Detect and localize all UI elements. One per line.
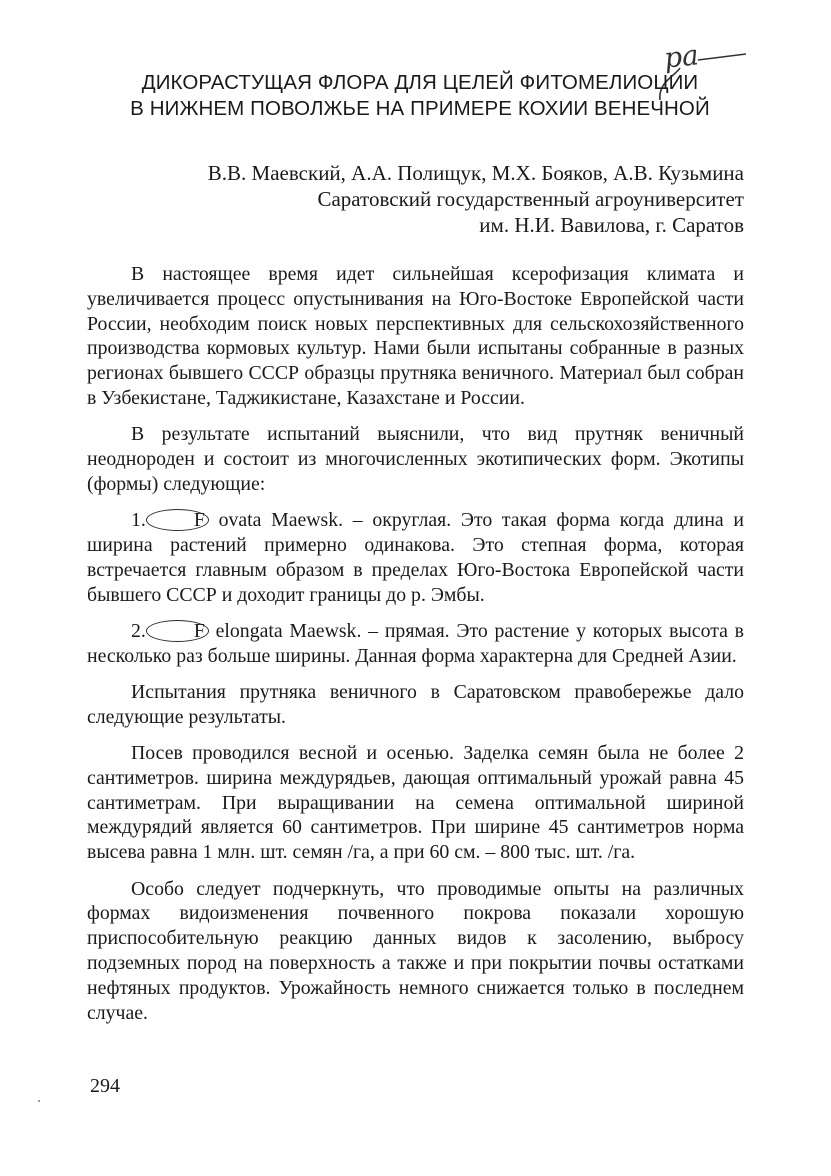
paragraph-1: В настоящее время идет сильнейшая ксерофизация климата и увеличивается процесс опустынивания на Юго-Востоке Европейской части России, необходим поиск новых перспективных для сельскохозяйственного производства кормовых культур. Нами были испытаны собранные в разных регионах бывшего СССР образцы прутняка веничного. Материал был собран в Узбекистане, Таджикистане, Казахстане и России. — [87, 263, 744, 409]
paragraph-2: В результате испытаний выяснили, что вид прутняк веничный неоднороден и состоит из многочисленных экотипических форм. Экотипы (формы) следующие: — [87, 423, 744, 495]
page-number: 294 — [90, 1075, 120, 1097]
scan-speck — [38, 1100, 40, 1102]
ecotype-item-1 — [87, 508, 744, 607]
author-institution: Саратовский государственный агроуниверситет — [317, 187, 744, 211]
paragraph-3: Испытания прутняка веничного в Саратовском правобережье дало следующие результаты. — [87, 680, 744, 728]
item-1-letter-circled: F — [146, 509, 209, 531]
title-line-2: В НИЖНЕМ ПОВОЛЖЬЕ НА ПРИМЕРЕ КОХИИ ВЕНЕЧНОЙ — [130, 97, 710, 120]
title-line-1: ДИКОРАСТУЩАЯ ФЛОРА ДЛЯ ЦЕЛЕЙ ФИТОМЕЛИОЦИИ — [141, 71, 699, 94]
item-1-number: 1. — [131, 509, 146, 532]
handwritten-correction: ра — [662, 38, 701, 75]
item-2-number: 2. — [131, 619, 146, 642]
paragraph-5: Особо следует подчеркнуть, что проводимые опыты на различных формах видоизменения почвенного покрова показали хорошую приспособительную реакцию данных видов к засолению, выбросу подземных пород на поверхность а также и при покрытии почвы остатками нефтяных продуктов. Урожайность немного снижается только в последнем случае. — [87, 877, 744, 1024]
ecotype-item-2 — [87, 619, 744, 669]
paragraph-4: Посев проводился весной и осенью. Заделка семян была не более 2 сантиметров. ширина междурядьев, дающая оптимальный урожай равна 45 сантиметрам. При выращивании на семена оптимальной шириной междурядий является 60 сантиметров. При ширине 45 сантиметров норма высева равна 1 млн. шт. семян /га, а при 60 см. – 800 тыс. шт. /га. — [87, 742, 744, 864]
paper-title — [90, 70, 750, 122]
item-2-text: elongata Maewsk. – прямая. Это растение у которых высота в несколько раз больше ширины. Данная форма характерна для Средней Азии. — [87, 619, 744, 667]
author-location: им. Н.И. Вавилова, г. Саратов — [479, 213, 744, 237]
item-2-letter-circled: F — [146, 620, 209, 642]
author-names: В.В. Маевский, А.А. Полищук, М.Х. Бояков, А.В. Кузьмина — [207, 161, 744, 185]
author-block — [104, 160, 744, 238]
item-1-text: ovata Maewsk. – округлая. Это такая форма когда длина и ширина растений примерно одинакова. Это степная форма, которая встречается главным образом в пределах Юго-Востока Европейской части бывшего СССР и доходит границы до р. Эмбы. — [87, 509, 744, 606]
paper-body — [87, 262, 744, 1037]
